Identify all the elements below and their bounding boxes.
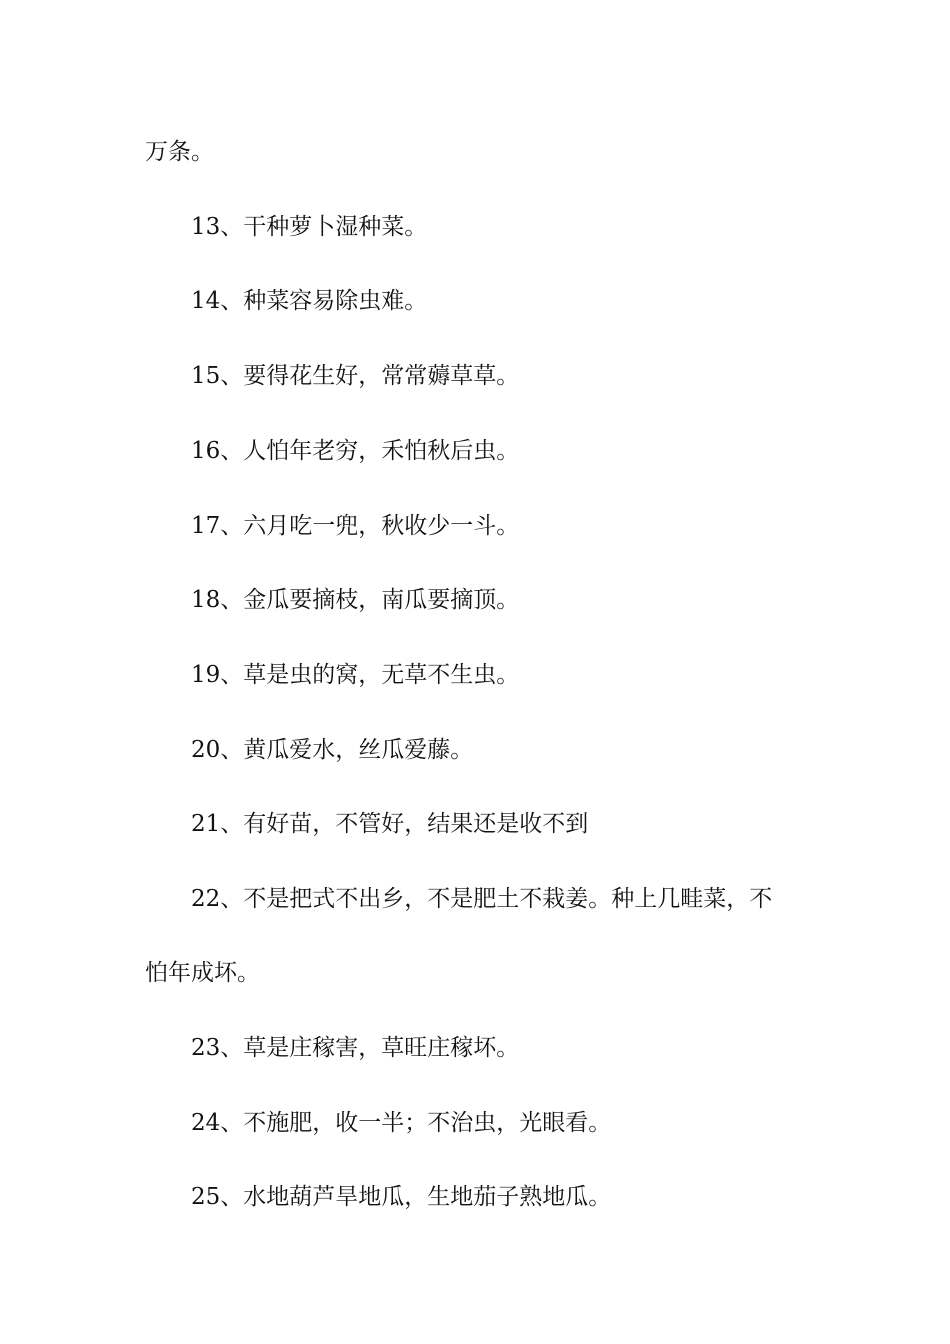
- list-item: 24、不施肥，收一半；不治虫，光眼看。: [191, 1110, 612, 1136]
- text-line-continuation: 怕年成坏。: [145, 960, 260, 986]
- list-item: 16、人怕年老穷，禾怕秋后虫。: [191, 438, 520, 464]
- list-item: 14、种菜容易除虫难。: [191, 288, 428, 314]
- list-item: 20、黄瓜爱水，丝瓜爱藤。: [191, 737, 474, 763]
- list-item: 22、不是把式不出乡，不是肥土不栽姜。种上几畦菜，不: [191, 886, 773, 912]
- list-item: 15、要得花生好，常常薅草草。: [191, 363, 520, 389]
- list-item: 13、干种萝卜湿种菜。: [191, 214, 428, 240]
- list-item: 25、水地葫芦旱地瓜，生地茄子熟地瓜。: [191, 1184, 612, 1210]
- list-item: 21、有好苗，不管好，结果还是收不到: [191, 811, 589, 837]
- list-item: 18、金瓜要摘枝，南瓜要摘顶。: [191, 587, 520, 613]
- text-line: 万条。: [145, 139, 214, 165]
- list-item: 17、六月吃一兜，秋收少一斗。: [191, 513, 520, 539]
- list-item: 23、草是庄稼害，草旺庄稼坏。: [191, 1035, 520, 1061]
- list-item: 19、草是虫的窝，无草不生虫。: [191, 662, 520, 688]
